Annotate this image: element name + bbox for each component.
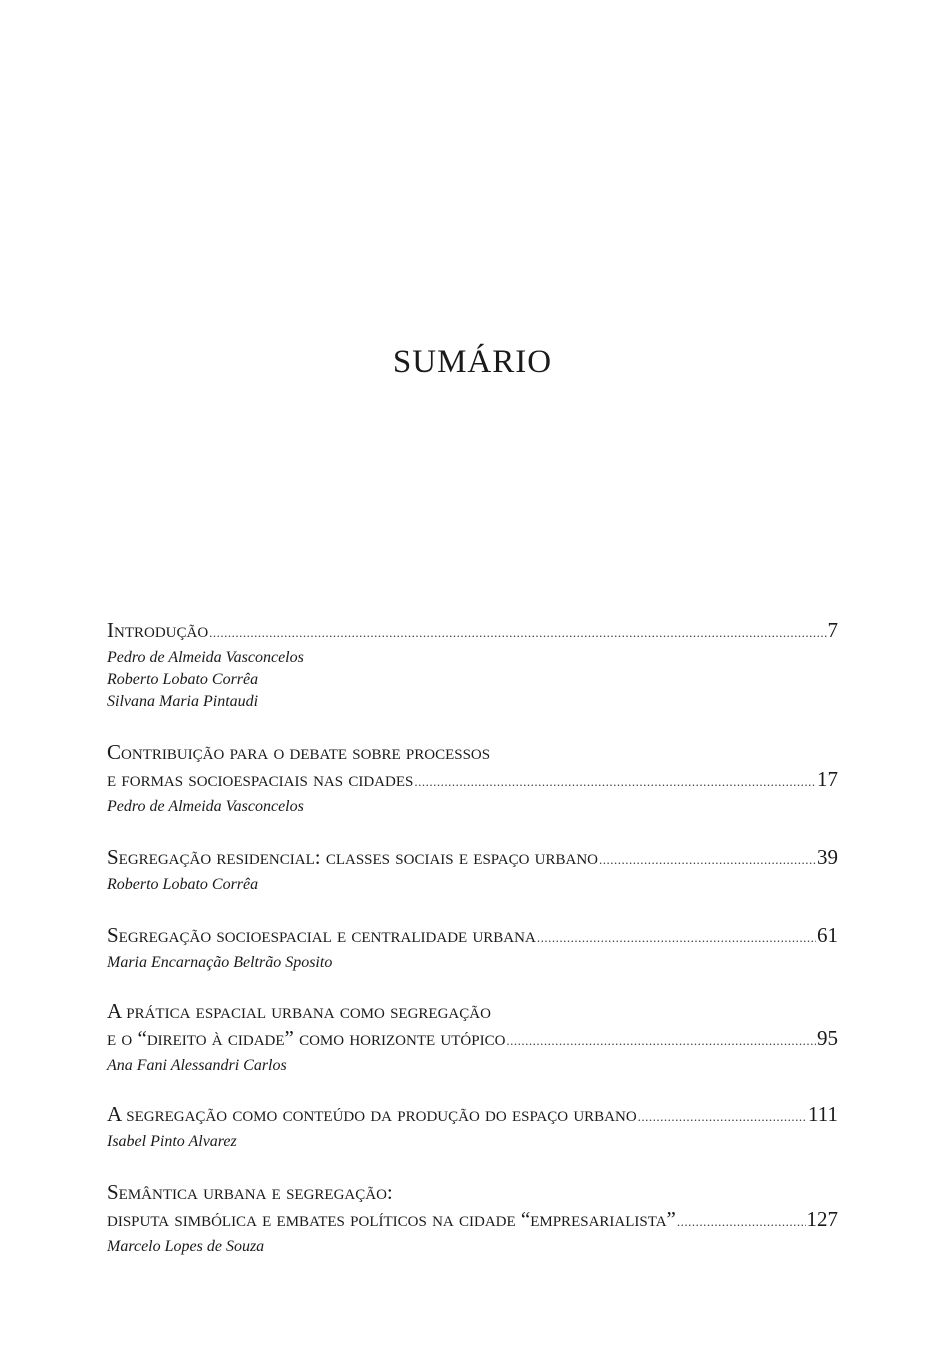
toc-entry-line: [107, 921, 838, 952]
toc-entry-line: [107, 1100, 838, 1131]
toc-entry-line: [107, 1024, 838, 1055]
toc-entry: [107, 997, 838, 1080]
toc-entry-author: Silvana Maria Pintaudi: [107, 693, 259, 710]
toc-entry: [107, 1178, 838, 1261]
toc-entry-line: [107, 738, 838, 767]
toc-entry: [107, 738, 838, 821]
toc-entry-title: Contribuição para o debate sobre processos: [107, 740, 491, 764]
toc-entry-title: e o “direito à cidade” como horizonte utópico: [107, 1026, 506, 1050]
dot-leader: [506, 1026, 816, 1055]
toc-entry-line: [107, 843, 838, 874]
toc-entry-author: Isabel Pinto Alvarez: [107, 1133, 237, 1150]
toc-entry-line: [107, 616, 838, 647]
toc-entry-author: Marcelo Lopes de Souza: [107, 1238, 265, 1255]
toc-entry-line: [107, 765, 838, 796]
toc-entry-author: Roberto Lobato Corrêa: [107, 671, 259, 688]
toc-entry-line: [107, 997, 838, 1026]
toc-entry-page: 111: [808, 1102, 838, 1126]
toc-entry-author: Ana Fani Alessandri Carlos: [107, 1057, 287, 1074]
toc-entry: [107, 843, 838, 898]
toc-entry-page: 61: [817, 923, 838, 947]
toc-entry-page: 127: [806, 1207, 838, 1231]
toc-entry: [107, 1100, 838, 1155]
toc-entry-title: Semântica urbana e segregação:: [107, 1180, 393, 1204]
toc-entry-page: 17: [817, 767, 838, 791]
toc-entry-title: A segregação como conteúdo da produção do espaço urbano: [107, 1102, 637, 1126]
toc-entry-page: 39: [817, 845, 838, 869]
dot-leader: [537, 923, 816, 952]
page-title: SUMÁRIO: [392, 344, 553, 380]
toc-entry-page: 95: [817, 1026, 838, 1050]
table-of-contents: [107, 616, 838, 1261]
toc-entry: [107, 616, 838, 715]
toc-entry-author: Pedro de Almeida Vasconcelos: [107, 798, 304, 815]
toc-entry-title: A prática espacial urbana como segregação: [107, 999, 491, 1023]
toc-entry-title: Segregação socioespacial e centralidade urbana: [107, 923, 536, 947]
toc-entry-title: Introdução: [107, 618, 209, 642]
dot-leader: [638, 1102, 807, 1131]
toc-entry-line: [107, 1205, 838, 1236]
dot-leader: [414, 767, 816, 796]
toc-entry-title: e formas socioespaciais nas cidades: [107, 767, 414, 791]
toc-entry-title: Segregação residencial: classes sociais e espaço urbano: [107, 845, 599, 869]
toc-entry-page: 7: [827, 618, 838, 642]
dot-leader: [209, 618, 826, 647]
toc-entry-author: Roberto Lobato Corrêa: [107, 876, 259, 893]
toc-entry-title: disputa simbólica e embates políticos na cidade “empresarialista”: [107, 1207, 676, 1231]
toc-entry: [107, 921, 838, 976]
toc-entry-line: [107, 1178, 838, 1207]
dot-leader: [677, 1207, 806, 1236]
toc-entry-author: Pedro de Almeida Vasconcelos: [107, 649, 304, 666]
toc-entry-author: Maria Encarnação Beltrão Sposito: [107, 954, 333, 971]
dot-leader: [599, 845, 816, 874]
